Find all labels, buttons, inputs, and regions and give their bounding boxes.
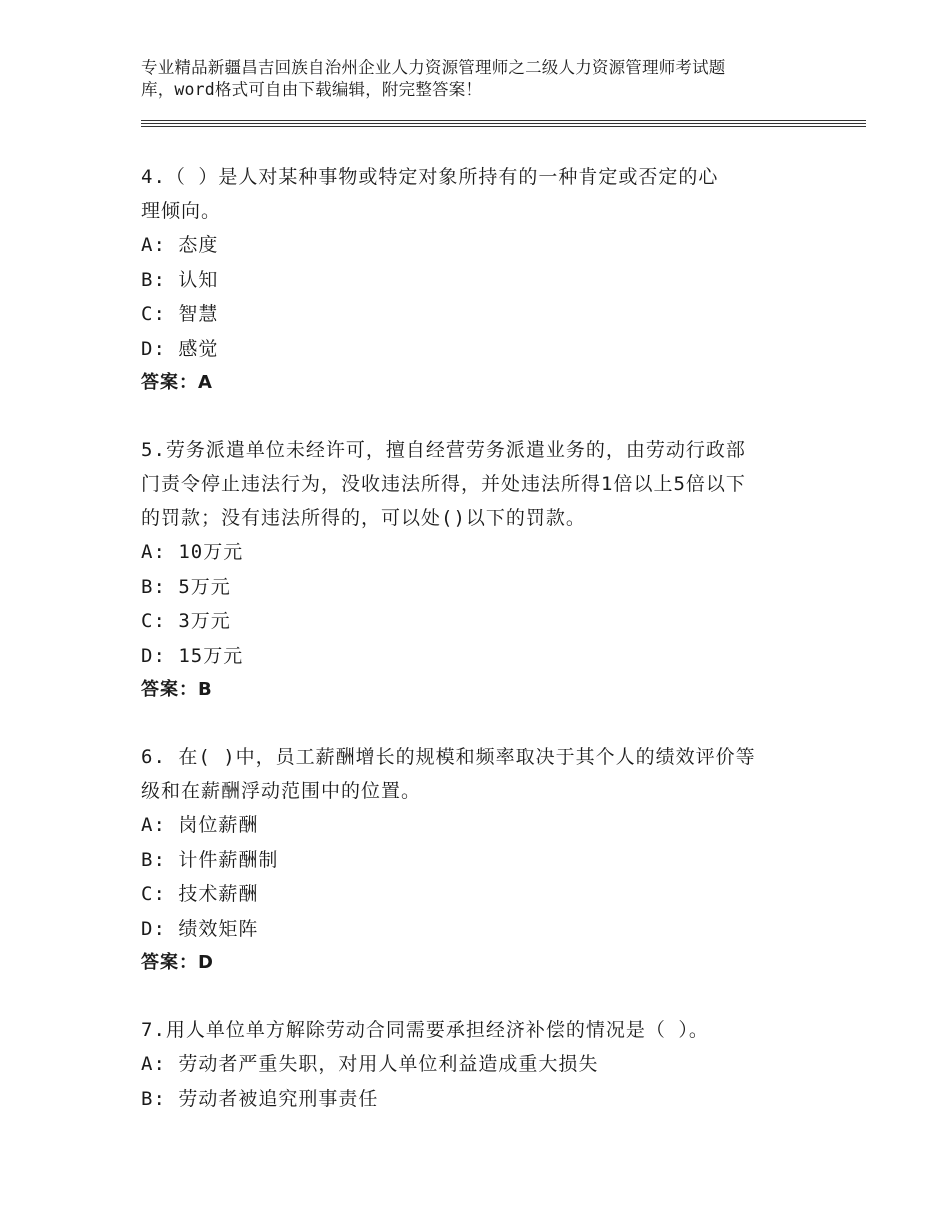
question-6	[141, 740, 821, 980]
option-letter: C:	[141, 610, 166, 632]
question-5	[141, 433, 821, 707]
option-letter: D:	[141, 337, 166, 360]
question-7	[141, 1013, 821, 1116]
option-text: 劳动者严重失职，对用人单位利益造成重大损失	[178, 1053, 599, 1075]
option-letter: B:	[141, 268, 166, 291]
option-text: 5万元	[178, 575, 231, 598]
option-text: 岗位薪酬	[178, 814, 259, 836]
option-text: 计件薪酬制	[178, 848, 279, 871]
question-4	[141, 160, 821, 400]
header-divider	[141, 123, 866, 124]
option-letter: C:	[141, 883, 166, 905]
option-b	[141, 843, 821, 878]
header-divider	[141, 126, 866, 127]
option-text: 智慧	[178, 303, 219, 325]
option-text: 绩效矩阵	[178, 917, 259, 940]
option-text: 感觉	[178, 337, 219, 360]
option-a	[141, 228, 821, 263]
question-stem-line: 6. 在( )中，员工薪酬增长的规模和频率取决于其个人的绩效评价等	[141, 746, 756, 768]
option-letter: C:	[141, 303, 166, 325]
option-d	[141, 639, 821, 674]
option-a	[141, 535, 821, 570]
option-text: 劳动者被追究刑事责任	[178, 1087, 379, 1110]
option-text: 15万元	[178, 644, 244, 667]
answer-label: 答案：D	[141, 952, 214, 973]
answer-label: 答案：A	[141, 372, 213, 393]
question-stem-line: 7.用人单位单方解除劳动合同需要承担经济补偿的情况是（ ）。	[141, 1019, 709, 1041]
header-title-line-2: 库，word格式可自由下载编辑，附完整答案！	[141, 80, 483, 99]
option-b	[141, 570, 821, 605]
question-stem-line: 级和在薪酬浮动范围中的位置。	[141, 780, 422, 802]
option-d	[141, 912, 821, 947]
option-letter: A:	[141, 541, 166, 563]
header-divider	[141, 120, 866, 121]
option-letter: B:	[141, 575, 166, 598]
option-text: 技术薪酬	[178, 883, 259, 905]
option-letter: D:	[141, 644, 166, 667]
document-header	[141, 57, 841, 101]
option-c	[141, 877, 821, 912]
question-stem-line: 理倾向。	[141, 200, 222, 222]
question-stem-line: 的罚款；没有违法所得的，可以处()以下的罚款。	[141, 507, 586, 529]
option-text: 态度	[178, 234, 219, 256]
option-d	[141, 332, 821, 367]
option-c	[141, 604, 821, 639]
option-text: 10万元	[178, 541, 244, 563]
option-letter: B:	[141, 848, 166, 871]
option-letter: D:	[141, 917, 166, 940]
question-stem-line: 门责令停止违法行为，没收违法所得，并处违法所得1倍以上5倍以下	[141, 473, 746, 495]
option-letter: A:	[141, 814, 166, 836]
question-stem-line: 5.劳务派遣单位未经许可，擅自经营劳务派遣业务的，由劳动行政部	[141, 439, 746, 461]
option-c	[141, 297, 821, 332]
option-a	[141, 1047, 821, 1082]
option-b	[141, 1082, 821, 1117]
option-b	[141, 263, 821, 298]
answer-label: 答案：B	[141, 679, 213, 700]
option-letter: B:	[141, 1087, 166, 1110]
option-text: 3万元	[178, 610, 231, 632]
option-letter: A:	[141, 1053, 166, 1075]
option-letter: A:	[141, 234, 166, 256]
option-text: 认知	[178, 268, 219, 291]
option-a	[141, 808, 821, 843]
question-stem-line: 4.（ ）是人对某种事物或特定对象所持有的一种肯定或否定的心	[141, 166, 719, 188]
header-title-line-1: 专业精品新疆昌吉回族自治州企业人力资源管理师之二级人力资源管理师考试题	[141, 58, 726, 77]
